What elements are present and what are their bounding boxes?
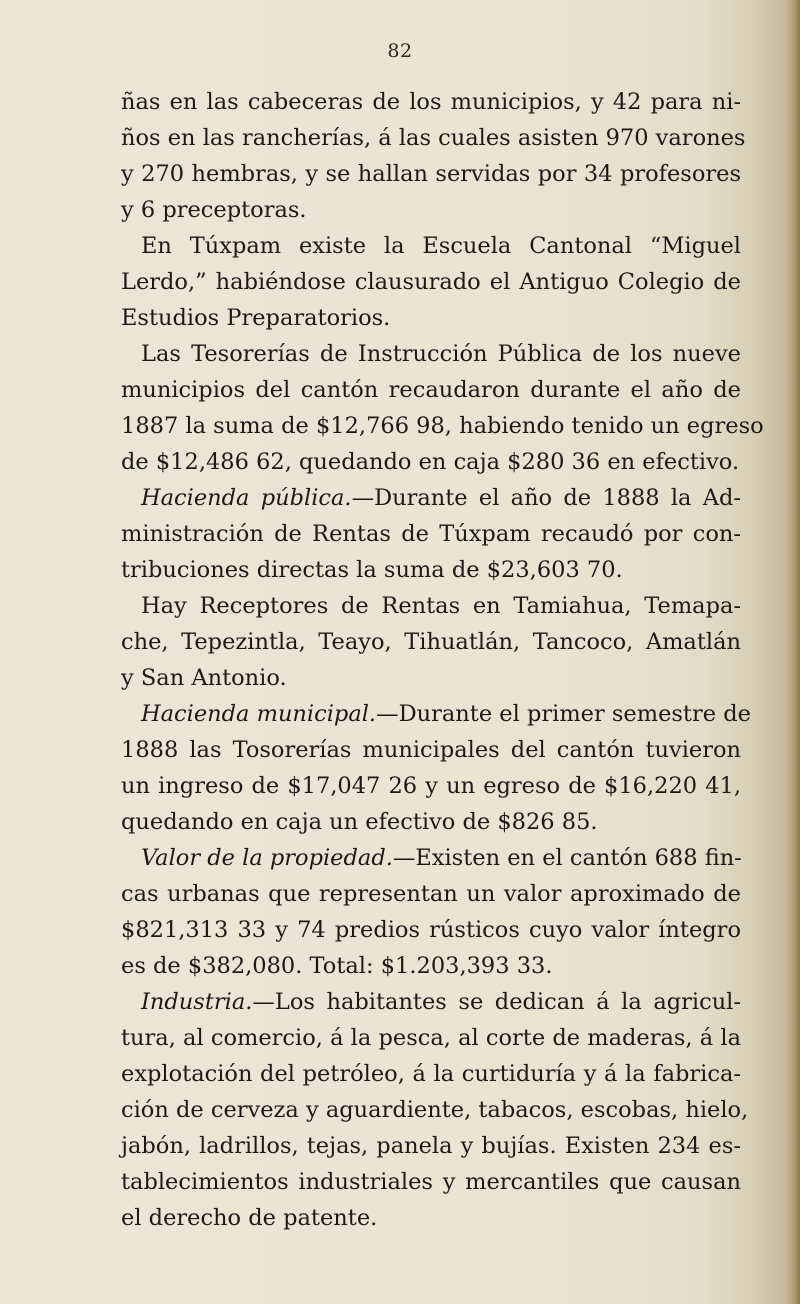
text-line: un ingreso de $17,047 26 y un egreso de $16,220 41, [121,773,741,799]
text-line: ños en las rancherías, á las cuales asisten 970 varones [121,125,746,151]
text-line: quedando en caja un efectivo de $826 85. [121,809,598,835]
paragraph-industria [121,984,741,1020]
text-line: Las Tesorerías de Instrucción Pública de los nueve [141,341,741,367]
text-run: —Existen en el cantón 688 fin- [392,845,742,871]
section-heading-hacienda-municipal: Hacienda municipal. [141,701,377,727]
section-heading-hacienda-publica: Hacienda pública. [141,485,352,511]
text-line: es de $382,080. Total: $1.203,393 33. [121,953,553,979]
text-line: Hay Receptores de Rentas en Tamiahua, Temapa- [141,593,741,619]
text-line: explotación del petróleo, á la curtiduría y á la fabrica- [121,1061,741,1087]
page-number: 82 [387,40,413,62]
section-heading-industria: Industria. [141,989,253,1015]
text-run: —Durante el año de 1888 la Ad- [351,485,741,511]
text-line: $821,313 33 y 74 predios rústicos cuyo valor íntegro [121,917,741,943]
text-line: y San Antonio. [121,665,287,691]
text-line: y 270 hembras, y se hallan servidas por 34 profesores [121,161,741,187]
paragraph-valor-propiedad [121,840,741,876]
text-line: Lerdo,” habiéndose clausurado el Antiguo Colegio de [121,269,741,295]
text-line: y 6 preceptoras. [121,197,307,223]
text-run: —Los habitantes se dedican á la agricul- [252,989,741,1015]
text-line: ñas en las cabeceras de los municipios, y 42 para ni- [121,89,741,115]
text-line: municipios del cantón recaudaron durante el año de [121,377,741,403]
text-line: ción de cerveza y aguardiente, tabacos, escobas, hielo, [121,1097,749,1123]
text-line: che, Tepezintla, Teayo, Tihuatlán, Tancoco, Amatlán [121,629,741,655]
text-line: Estudios Preparatorios. [121,305,391,331]
text-line: tribuciones directas la suma de $23,603 70. [121,557,623,583]
text-line: de $12,486 62, quedando en caja $280 36 en efectivo. [121,449,740,475]
text-line: tablecimientos industriales y mercantiles que causan [121,1169,741,1195]
section-heading-valor-propiedad: Valor de la propiedad. [141,845,393,871]
text-line: cas urbanas que representan un valor aproximado de [121,881,741,907]
text-line: jabón, ladrillos, tejas, panela y bujías. Existen 234 es- [121,1133,741,1159]
text-line: tura, al comercio, á la pesca, al corte de maderas, á la [121,1025,741,1051]
text-line: 1887 la suma de $12,766 98, habiendo tenido un egreso [121,413,764,439]
text-line: el derecho de patente. [121,1205,378,1231]
paragraph-hacienda-publica [121,480,741,516]
text-line: En Túxpam existe la Escuela Cantonal “Miguel [141,233,741,259]
paragraph-hacienda-municipal [121,696,751,732]
page-edge-shadow [786,0,800,1304]
text-line: ministración de Rentas de Túxpam recaudó por con- [121,521,741,547]
text-run: —Durante el primer semestre de [376,701,751,727]
body-text [121,84,764,1236]
text-line: 1888 las Tosorerías municipales del cantón tuvieron [121,737,741,763]
